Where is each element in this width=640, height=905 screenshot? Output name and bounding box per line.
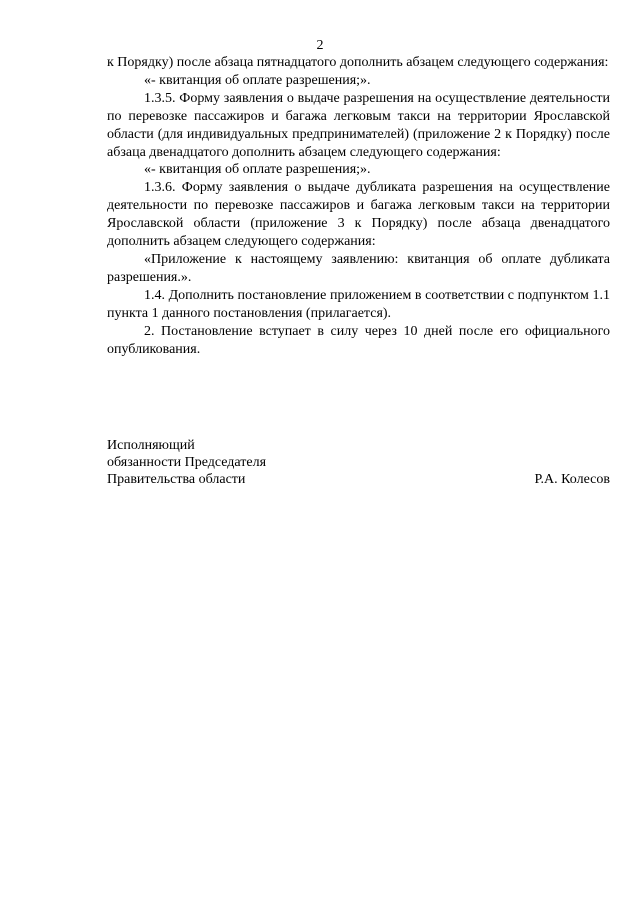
paragraph-1: к Порядку) после абзаца пятнадцатого дополнить абзацем следующего содержания:: [107, 55, 609, 70]
signature-last-row: [107, 471, 610, 488]
paragraph-7: 1.4. Дополнить постановление приложением в соответствии с подпунктом 1.1 пункта 1 данного постановления (прилагается).: [107, 287, 610, 321]
paragraph-4: «- квитанция об оплате разрешения;».: [144, 162, 371, 178]
paragraph-2: «- квитанция об оплате разрешения;».: [144, 72, 371, 88]
signatory-role-line-2: обязанности Председателя: [107, 455, 267, 470]
paragraph-6: «Приложение к настоящему заявлению: квитанция об оплате дубликата разрешения.».: [107, 251, 610, 285]
signature-block: [107, 437, 610, 488]
paragraph-5: 1.3.6. Форму заявления о выдаче дубликата разрешения на осуществление деятельности по перевозке пассажиров и багажа легковым такси на территории Ярославской области (приложение 3 к Порядку) после абзаца двенадцатого дополнить абзацем следующего содержания:: [107, 180, 610, 250]
page-number: 2: [316, 38, 324, 53]
signatory-role-line-3: Правительства области: [107, 472, 246, 487]
document-body: [107, 54, 610, 358]
paragraph-3: 1.3.5. Форму заявления о выдаче разрешения на осуществление деятельности по перевозке пассажиров и багажа легковым такси на территории Ярославской области (для индивидуальных предпринимателей) (приложение 2 к Порядку) после абзаца двенадцатого дополнить абзацем следующего содержания:: [107, 90, 610, 160]
signatory-name: Р.А. Колесов: [534, 472, 610, 487]
paragraph-8: 2. Постановление вступает в силу через 10 дней после его официального опубликования.: [107, 323, 610, 357]
signatory-role-line-1: Исполняющий: [107, 438, 195, 453]
